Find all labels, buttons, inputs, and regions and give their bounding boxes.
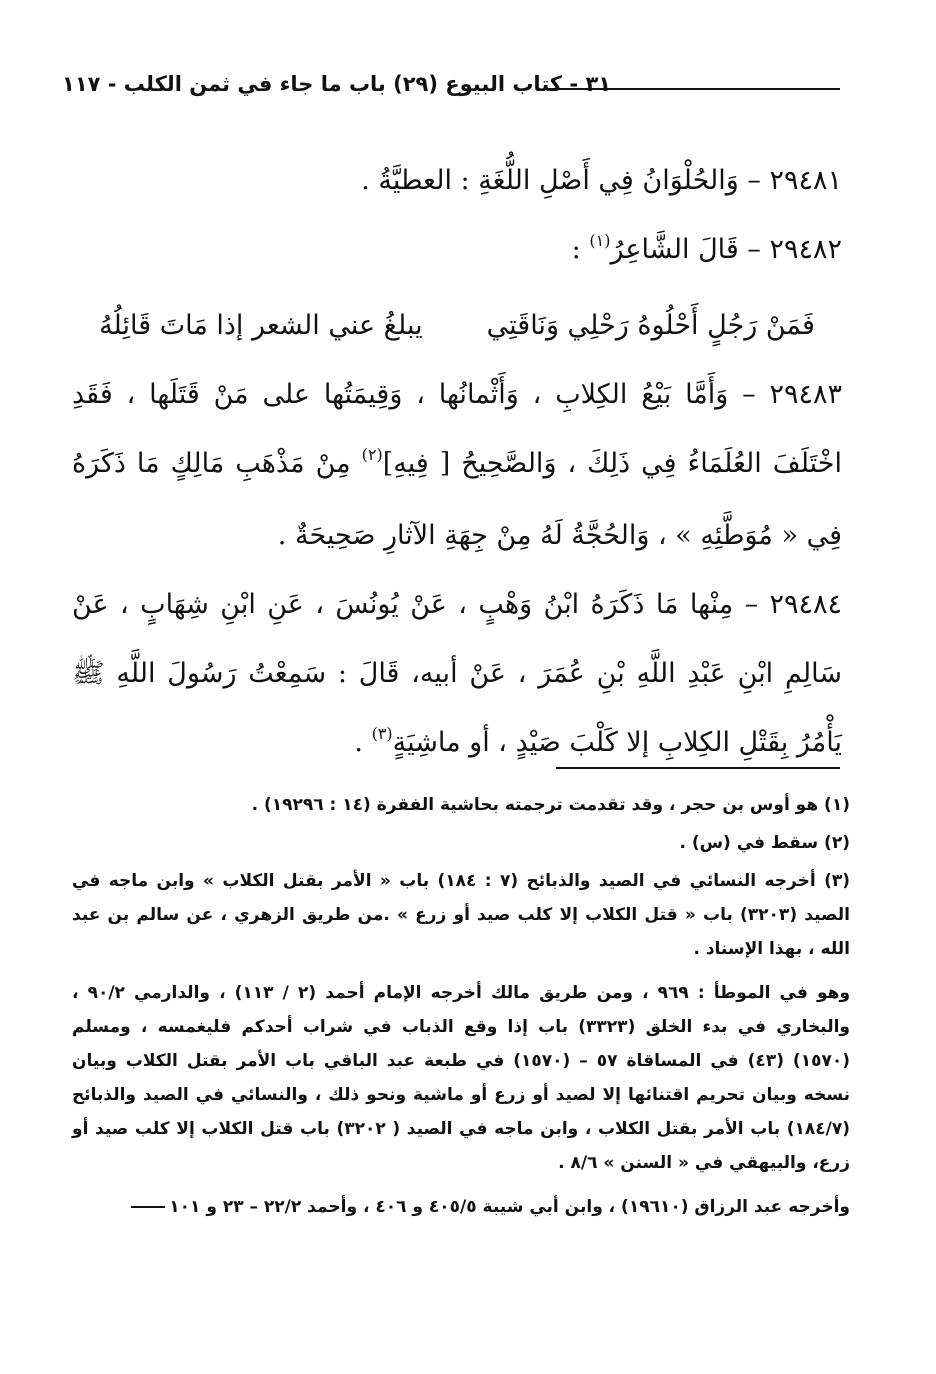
footnote-3-last-line xyxy=(72,1190,850,1224)
paragraph-29481-text: ٢٩٤٨١ – وَالحُلْوَانُ فِي أَصْلِ اللُّغَةِ : العطيَّةُ . xyxy=(361,165,842,196)
continuation-rule xyxy=(131,1206,165,1208)
footnote-1: (١) هو أوس بن حجر ، وقد تقدمت ترجمته بحاشية الفقرة (١٤ : ١٩٢٩٦) . xyxy=(251,795,850,815)
poem-verse xyxy=(72,291,842,360)
footnotes xyxy=(72,788,850,1228)
paragraph-29483 xyxy=(72,360,842,570)
paragraph-29482 xyxy=(72,215,842,287)
verse-first-hemistich: فَمَنْ رَجُلٍ أَحْلُوهُ رَحْلِي وَنَاقَتِي xyxy=(486,310,815,341)
paragraph-29484-tail: . xyxy=(354,727,372,758)
running-title: ٣١ - كتاب البيوع (٢٩) باب ما جاء في ثمن الكلب - ١١٧ xyxy=(62,72,612,96)
footnote-3-last-text: وأخرجه عبد الرزاق (١٩٦١٠) ، وابن أبي شيبة ٤٠٥/٥ و ٤٠٦ ، وأحمد ٢٢/٢ – ٢٣ و ١٠١ xyxy=(169,1197,850,1217)
paragraph-29484 xyxy=(72,570,842,780)
footnote-3: (٣) أخرجه النسائي في الصيد والذبائح (٧ : ١٨٤) باب « الأمر بقتل الكلاب » وابن ماجه في الصيد (٣٢٠٣) باب « قتل الكلاب إلا كلب صيد أو زرع » .من طريق الزهري ، عن سالم بن عبد الله ، بهذا الإسناد . xyxy=(72,871,851,959)
main-text xyxy=(72,146,842,780)
paragraph-29482-text: ٢٩٤٨٢ – قَالَ الشَّاعِرُ xyxy=(610,234,842,265)
footnote-2: (٢) سقط في (س) . xyxy=(679,833,850,853)
footnote-separator xyxy=(556,767,840,769)
paragraph-29482-tail: : xyxy=(571,234,590,265)
footnote-ref-2: (٢) xyxy=(361,445,383,464)
footnote-3-continuation: وهو في الموطأ : ٩٦٩ ، ومن طريق مالك أخرجه الإمام أحمد (٢ / ١١٣) ، والدارمي ٩٠/٢ ، والبخاري في بدء الخلق (٣٣٢٣) باب إذا وقع الذباب في شراب أحدكم فليغمسه ، ومسلم (١٥٧٠) (٤٣) في المساقاة ٥٧ – (١٥٧٠) في طبعة عبد الباقي باب الأمر بقتل الكلاب وبيان نسخه وبيان تحريم اقتنائها إلا لصيد أو زرع أو ماشية ونحو ذلك ، والنسائي في الصيد والذبائح (١٨٤/٧) باب الأمر بقتل الكلاب ، وابن ماجه في الصيد ( ٣٢٠٢) باب قتل الكلاب إلا كلب صيد أو زرع، والبيهقي في « السنن » ٨/٦ . xyxy=(72,983,851,1173)
paragraph-29483-text-b: مِنْ مَذْهَبِ مَالِكٍ مَا ذَكَرَهُ فِي « مُوَطَّئِهِ » ، وَالحُجَّةُ لَهُ مِنْ جِهَةِ الآثارِ صَحِيحَةٌ . xyxy=(72,448,842,551)
footnote-ref-1: (١) xyxy=(589,231,611,250)
paragraph-29483-text-a: ٢٩٤٨٣ – وَأَمَّا بَيْعُ الكِلابِ ، وَأَثْمانُها ، وَقِيمَتُها على مَنْ قَتَلَها ، فَقَدِ اخْتَلَفَ العُلَمَاءُ فِي ذَلِكَ ، وَالصَّحِيحُ [ فِيهِ] xyxy=(72,379,842,479)
footnote-ref-3: (٣) xyxy=(371,724,393,743)
verse-second-hemistich: يبلغُ عني الشعر إذا مَاتَ قَائِلُهُ xyxy=(99,310,423,341)
running-header xyxy=(62,66,840,106)
paragraph-29481 xyxy=(72,146,842,215)
paragraph-29484-text: ٢٩٤٨٤ – مِنْها مَا ذَكَرَهُ ابْنُ وَهْبٍ ، عَنْ يُونُسَ ، عَنِ ابْنِ شِهَابٍ ، عَنْ سَالِمِ ابْنِ عَبْدِ اللَّهِ بْنِ عُمَرَ ، عَنْ أبيه، قَالَ : سَمِعْتُ رَسُولَ اللَّهِ ﷺ يَأْمُرُ بِقَتْلِ الكِلابِ إلا كَلْبَ صَيْدٍ ، أو ماشِيَةٍ xyxy=(72,589,842,758)
